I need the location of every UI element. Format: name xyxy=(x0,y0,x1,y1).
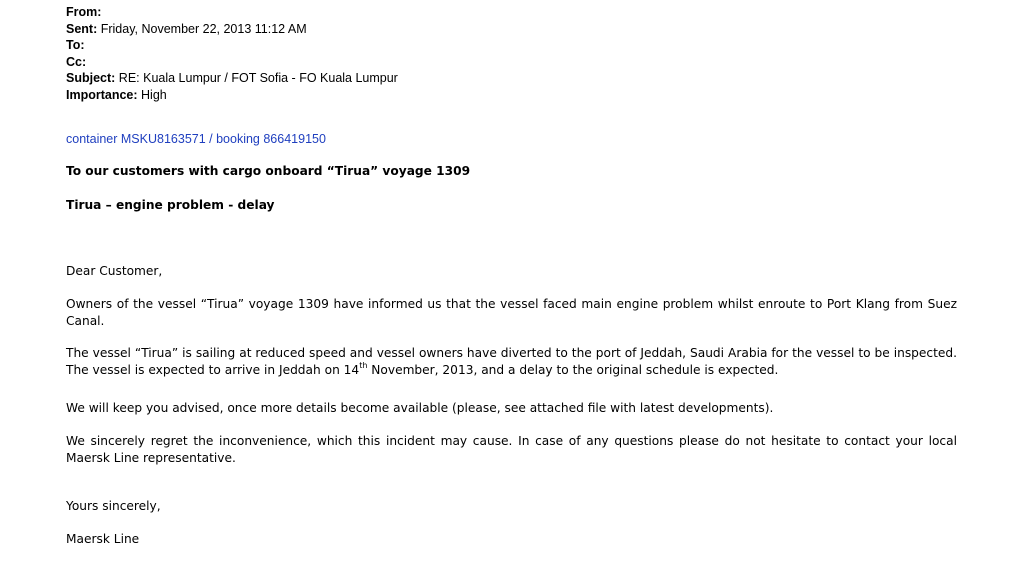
paragraph-2-start: The vessel “Tirua” is sailing at reduced speed and vessel owners have diverted to the port of Jeddah, Saudi Arabia for the vessel to be inspected. The vessel is expected to arrive in Jeddah on 14 xyxy=(66,346,957,377)
paragraph-2-end: November, 2013, and a delay to the original schedule is expected. xyxy=(367,362,779,377)
importance-label: Importance: xyxy=(66,87,138,102)
from-row xyxy=(66,4,398,21)
cc-row xyxy=(66,54,398,71)
cc-label: Cc: xyxy=(66,54,87,69)
subject-row xyxy=(66,70,398,87)
importance-value: High xyxy=(141,87,167,102)
notice-subheading: Tirua – engine problem - delay xyxy=(66,198,275,212)
to-label: To: xyxy=(66,38,85,52)
container-booking-reference: container MSKU8163571 / booking 866419150 xyxy=(66,132,326,146)
subject-value: RE: Kuala Lumpur / FOT Sofia - FO Kuala Lumpur xyxy=(118,71,398,85)
notice-heading: To our customers with cargo onboard “Tirua” voyage 1309 xyxy=(66,164,471,178)
signature: Maersk Line xyxy=(66,532,140,546)
from-label: From: xyxy=(66,5,102,19)
paragraph-1: Owners of the vessel “Tirua” voyage 1309 have informed us that the vessel faced main engine problem whilst enroute to Port Klang from Suez Canal. xyxy=(66,297,957,328)
sent-label: Sent: xyxy=(66,21,98,36)
closing: Yours sincerely, xyxy=(66,499,161,513)
email-header xyxy=(66,4,398,103)
to-row xyxy=(66,37,398,54)
sent-value: Friday, November 22, 2013 11:12 AM xyxy=(100,21,307,36)
ordinal-suffix: th xyxy=(359,360,368,370)
paragraph-4: We sincerely regret the inconvenience, which this incident may cause. In case of any questions please do not hesitate to contact your local Maersk Line representative. xyxy=(66,434,957,465)
importance-row xyxy=(66,87,398,104)
greeting: Dear Customer, xyxy=(66,264,163,278)
subject-label: Subject: xyxy=(66,71,116,85)
paragraph-3: We will keep you advised, once more details become available (please, see attached file with latest developments). xyxy=(66,401,774,415)
paragraph-2 xyxy=(66,345,957,378)
sent-row xyxy=(66,21,398,38)
